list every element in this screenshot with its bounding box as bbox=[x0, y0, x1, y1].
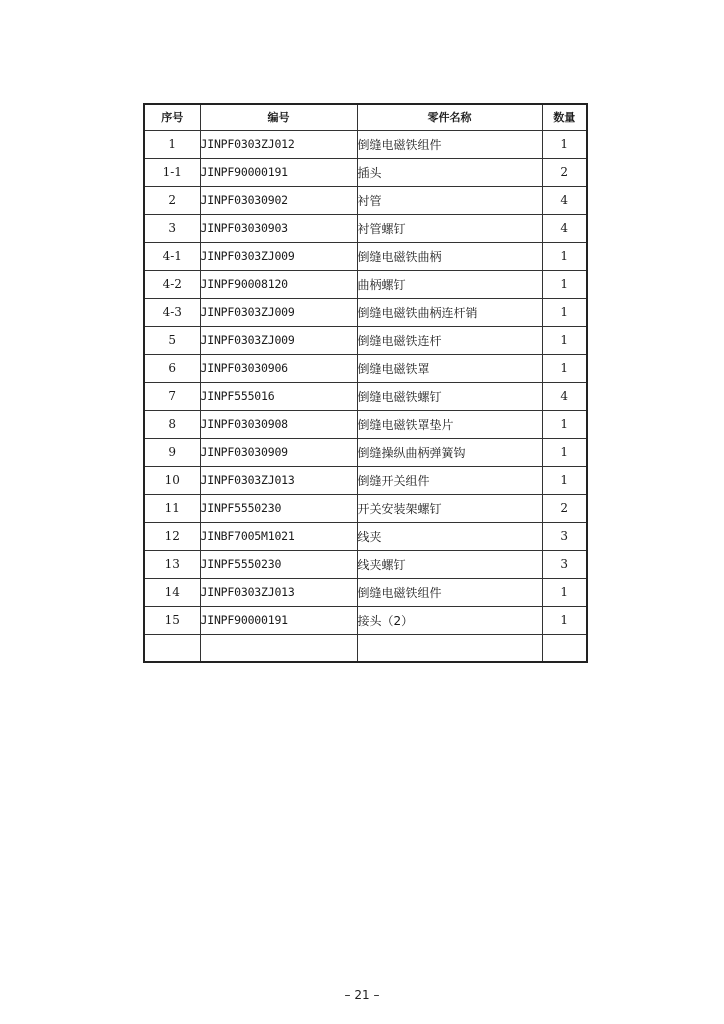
cell-qty: 3 bbox=[542, 550, 587, 578]
cell-seq: 4-3 bbox=[144, 298, 200, 326]
cell-seq: 12 bbox=[144, 522, 200, 550]
header-seq: 序号 bbox=[144, 104, 200, 130]
cell-part-name: 曲柄螺钉 bbox=[357, 270, 542, 298]
cell-qty: 1 bbox=[542, 242, 587, 270]
table-row bbox=[144, 522, 587, 550]
cell-code: JINPF0303ZJ012 bbox=[200, 130, 357, 158]
table-row bbox=[144, 186, 587, 214]
cell-code: JINPF0303ZJ009 bbox=[200, 326, 357, 354]
cell-code: JINPF0303ZJ009 bbox=[200, 298, 357, 326]
cell-code: JINPF555016 bbox=[200, 382, 357, 410]
cell-seq: 7 bbox=[144, 382, 200, 410]
cell-seq: 13 bbox=[144, 550, 200, 578]
cell-part-name: 倒缝电磁铁组件 bbox=[357, 130, 542, 158]
cell-seq: 1-1 bbox=[144, 158, 200, 186]
cell-code bbox=[200, 634, 357, 662]
cell-seq: 2 bbox=[144, 186, 200, 214]
cell-code: JINPF5550230 bbox=[200, 550, 357, 578]
cell-part-name: 倒缝电磁铁曲柄 bbox=[357, 242, 542, 270]
parts-table bbox=[143, 103, 588, 663]
cell-qty: 1 bbox=[542, 410, 587, 438]
cell-code: JINPF90000191 bbox=[200, 606, 357, 634]
cell-part-name: 开关安装架螺钉 bbox=[357, 494, 542, 522]
cell-seq: 4-2 bbox=[144, 270, 200, 298]
cell-part-name: 接头（2） bbox=[357, 606, 542, 634]
cell-qty: 1 bbox=[542, 326, 587, 354]
cell-code: JINPF5550230 bbox=[200, 494, 357, 522]
table-row bbox=[144, 354, 587, 382]
cell-code: JINPF0303ZJ013 bbox=[200, 466, 357, 494]
cell-code: JINPF0303ZJ009 bbox=[200, 242, 357, 270]
cell-part-name: 线夹 bbox=[357, 522, 542, 550]
cell-part-name: 倒缝电磁铁组件 bbox=[357, 578, 542, 606]
table-row bbox=[144, 242, 587, 270]
cell-qty: 4 bbox=[542, 382, 587, 410]
header-row bbox=[144, 104, 587, 130]
table-row bbox=[144, 326, 587, 354]
cell-part-name bbox=[357, 634, 542, 662]
parts-table-header bbox=[144, 104, 587, 130]
cell-seq: 3 bbox=[144, 214, 200, 242]
cell-part-name: 倒缝电磁铁罩 bbox=[357, 354, 542, 382]
table-row bbox=[144, 214, 587, 242]
table-row bbox=[144, 606, 587, 634]
cell-qty: 1 bbox=[542, 130, 587, 158]
header-qty: 数量 bbox=[542, 104, 587, 130]
cell-part-name: 插头 bbox=[357, 158, 542, 186]
cell-part-name: 倒缝电磁铁螺钉 bbox=[357, 382, 542, 410]
cell-qty: 1 bbox=[542, 578, 587, 606]
cell-code: JINPF90008120 bbox=[200, 270, 357, 298]
table-row bbox=[144, 578, 587, 606]
cell-part-name: 倒缝开关组件 bbox=[357, 466, 542, 494]
header-name: 零件名称 bbox=[357, 104, 542, 130]
cell-qty: 4 bbox=[542, 214, 587, 242]
table-row bbox=[144, 270, 587, 298]
cell-code: JINBF7005M1021 bbox=[200, 522, 357, 550]
cell-seq: 4-1 bbox=[144, 242, 200, 270]
table-row bbox=[144, 130, 587, 158]
header-code: 编号 bbox=[200, 104, 357, 130]
cell-seq: 10 bbox=[144, 466, 200, 494]
table-row bbox=[144, 298, 587, 326]
cell-qty: 4 bbox=[542, 186, 587, 214]
table-row bbox=[144, 550, 587, 578]
cell-seq: 15 bbox=[144, 606, 200, 634]
cell-qty: 1 bbox=[542, 270, 587, 298]
table-row bbox=[144, 494, 587, 522]
table-row bbox=[144, 466, 587, 494]
cell-part-name: 倒缝电磁铁曲柄连杆销 bbox=[357, 298, 542, 326]
cell-seq: 6 bbox=[144, 354, 200, 382]
cell-part-name: 倒缝电磁铁罩垫片 bbox=[357, 410, 542, 438]
cell-qty: 1 bbox=[542, 438, 587, 466]
cell-qty: 1 bbox=[542, 606, 587, 634]
cell-seq: 1 bbox=[144, 130, 200, 158]
cell-qty: 1 bbox=[542, 466, 587, 494]
cell-part-name: 衬管 bbox=[357, 186, 542, 214]
cell-seq: 8 bbox=[144, 410, 200, 438]
cell-part-name: 倒缝电磁铁连杆 bbox=[357, 326, 542, 354]
cell-qty: 1 bbox=[542, 354, 587, 382]
cell-code: JINPF03030906 bbox=[200, 354, 357, 382]
cell-code: JINPF03030908 bbox=[200, 410, 357, 438]
parts-table-body bbox=[144, 130, 587, 662]
cell-seq: 11 bbox=[144, 494, 200, 522]
cell-code: JINPF03030903 bbox=[200, 214, 357, 242]
cell-code: JINPF03030909 bbox=[200, 438, 357, 466]
cell-qty: 1 bbox=[542, 298, 587, 326]
cell-code: JINPF0303ZJ013 bbox=[200, 578, 357, 606]
cell-qty: 3 bbox=[542, 522, 587, 550]
table-row bbox=[144, 410, 587, 438]
cell-qty: 2 bbox=[542, 158, 587, 186]
cell-part-name: 衬管螺钉 bbox=[357, 214, 542, 242]
cell-code: JINPF90000191 bbox=[200, 158, 357, 186]
cell-seq bbox=[144, 634, 200, 662]
cell-seq: 14 bbox=[144, 578, 200, 606]
table-row bbox=[144, 634, 587, 662]
cell-qty: 2 bbox=[542, 494, 587, 522]
page-number: – 21 – bbox=[344, 988, 380, 1002]
table-row bbox=[144, 382, 587, 410]
table-row bbox=[144, 438, 587, 466]
cell-seq: 9 bbox=[144, 438, 200, 466]
cell-part-name: 线夹螺钉 bbox=[357, 550, 542, 578]
table-row bbox=[144, 158, 587, 186]
cell-part-name: 倒缝操纵曲柄弹簧钩 bbox=[357, 438, 542, 466]
cell-qty bbox=[542, 634, 587, 662]
cell-code: JINPF03030902 bbox=[200, 186, 357, 214]
cell-seq: 5 bbox=[144, 326, 200, 354]
